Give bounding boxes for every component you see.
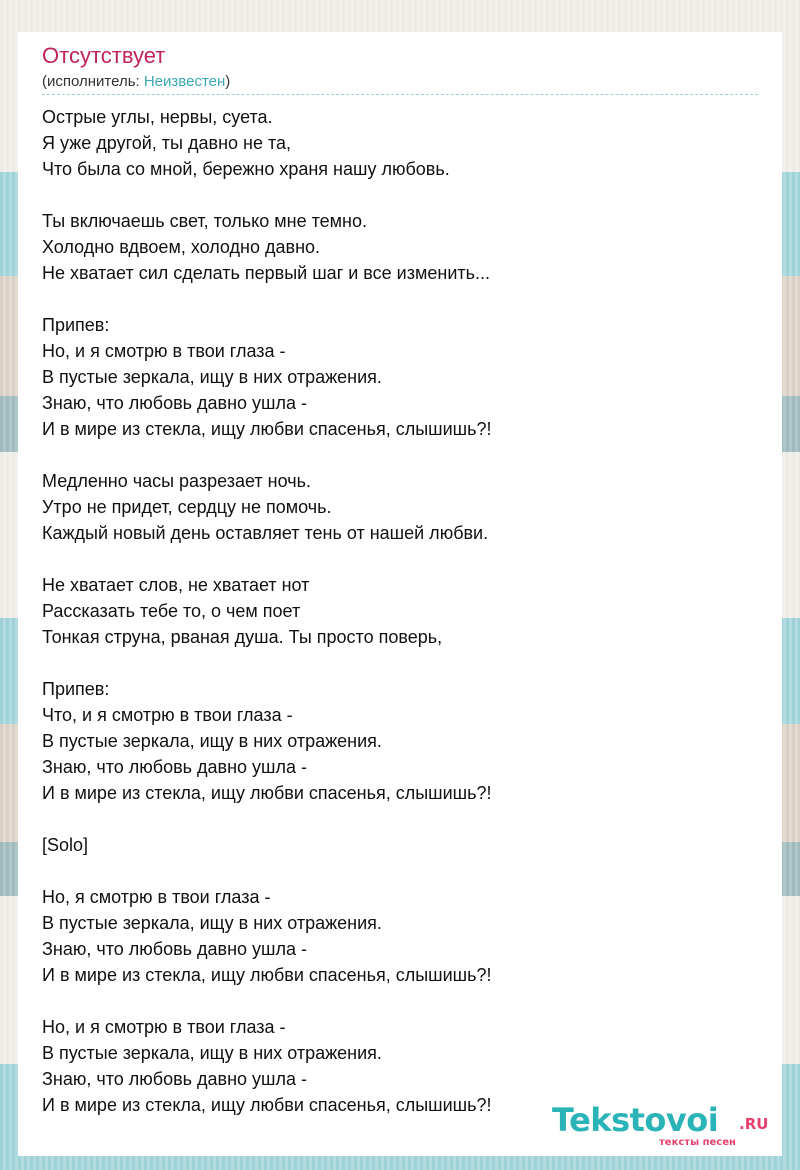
lyrics-body bbox=[42, 104, 762, 1118]
lyric-line: Знаю, что любовь давно ушла - bbox=[42, 939, 307, 959]
lyric-line: Холодно вдвоем, холодно давно. bbox=[42, 237, 321, 257]
lyric-line: Тонкая струна, рваная душа. Ты просто поверь, bbox=[42, 627, 443, 647]
lyric-blank-line bbox=[42, 182, 762, 208]
lyric-line: Знаю, что любовь давно ушла - bbox=[42, 1069, 307, 1089]
lyric-line: В пустые зеркала, ищу в них отражения. bbox=[42, 913, 382, 933]
lyric-line: Что, и я смотрю в твои глаза - bbox=[42, 705, 293, 725]
artist-line bbox=[42, 73, 230, 90]
divider bbox=[42, 94, 758, 95]
lyric-line: В пустые зеркала, ищу в них отражения. bbox=[42, 367, 382, 387]
lyric-line: Утро не придет, сердцу не помочь. bbox=[42, 497, 332, 517]
lyric-blank-line bbox=[42, 988, 762, 1014]
lyric-line: В пустые зеркала, ищу в них отражения. bbox=[42, 731, 382, 751]
lyric-line: Рассказать тебе то, о чем поет bbox=[42, 601, 301, 621]
lyric-line: Ты включаешь свет, только мне темно. bbox=[42, 211, 367, 231]
lyric-line: И в мире из стекла, ищу любви спасенья, слышишь?! bbox=[42, 783, 492, 803]
lyric-line: Знаю, что любовь давно ушла - bbox=[42, 393, 307, 413]
lyric-line: В пустые зеркала, ищу в них отражения. bbox=[42, 1043, 382, 1063]
lyric-blank-line bbox=[42, 546, 762, 572]
lyric-line: Но, и я смотрю в твои глаза - bbox=[42, 1017, 286, 1037]
lyric-line: Не хватает сил сделать первый шаг и все изменить... bbox=[42, 263, 490, 283]
lyric-line: Припев: bbox=[42, 315, 110, 335]
logo-tld: .RU bbox=[739, 1115, 769, 1133]
lyric-line: Припев: bbox=[42, 679, 110, 699]
song-title: Отсутствует bbox=[42, 43, 166, 68]
lyric-line: Но, я смотрю в твои глаза - bbox=[42, 887, 271, 907]
lyric-line: Я уже другой, ты давно не та, bbox=[42, 133, 292, 153]
lyric-line: И в мире из стекла, ищу любви спасенья, слышишь?! bbox=[42, 419, 492, 439]
lyric-line: Каждый новый день оставляет тень от нашей любви. bbox=[42, 523, 489, 543]
lyric-line: Медленно часы разрезает ночь. bbox=[42, 471, 311, 491]
lyric-line: И в мире из стекла, ищу любви спасенья, слышишь?! bbox=[42, 965, 492, 985]
artist-suffix: ) bbox=[225, 73, 231, 90]
lyric-line: [Solo] bbox=[42, 835, 89, 855]
logo-tagline: тексты песен bbox=[659, 1137, 736, 1148]
logo-name: Tekstovoi bbox=[552, 1101, 719, 1139]
artist-link[interactable]: Неизвестен bbox=[143, 73, 226, 90]
lyric-blank-line bbox=[42, 806, 762, 832]
lyric-blank-line bbox=[42, 286, 762, 312]
lyric-line: Не хватает слов, не хватает нот bbox=[42, 575, 310, 595]
lyric-line: Знаю, что любовь давно ушла - bbox=[42, 757, 307, 777]
site-logo[interactable] bbox=[552, 1101, 772, 1151]
lyric-line: Что была со мной, бережно храня нашу любовь. bbox=[42, 159, 450, 179]
lyric-blank-line bbox=[42, 650, 762, 676]
lyric-blank-line bbox=[42, 858, 762, 884]
lyrics-card bbox=[18, 32, 782, 1156]
lyric-line: И в мире из стекла, ищу любви спасенья, слышишь?! bbox=[42, 1095, 492, 1115]
lyric-blank-line bbox=[42, 442, 762, 468]
artist-prefix: (исполнитель: bbox=[42, 73, 144, 90]
lyric-line: Но, и я смотрю в твои глаза - bbox=[42, 341, 286, 361]
lyric-line: Острые углы, нервы, суета. bbox=[42, 107, 273, 127]
